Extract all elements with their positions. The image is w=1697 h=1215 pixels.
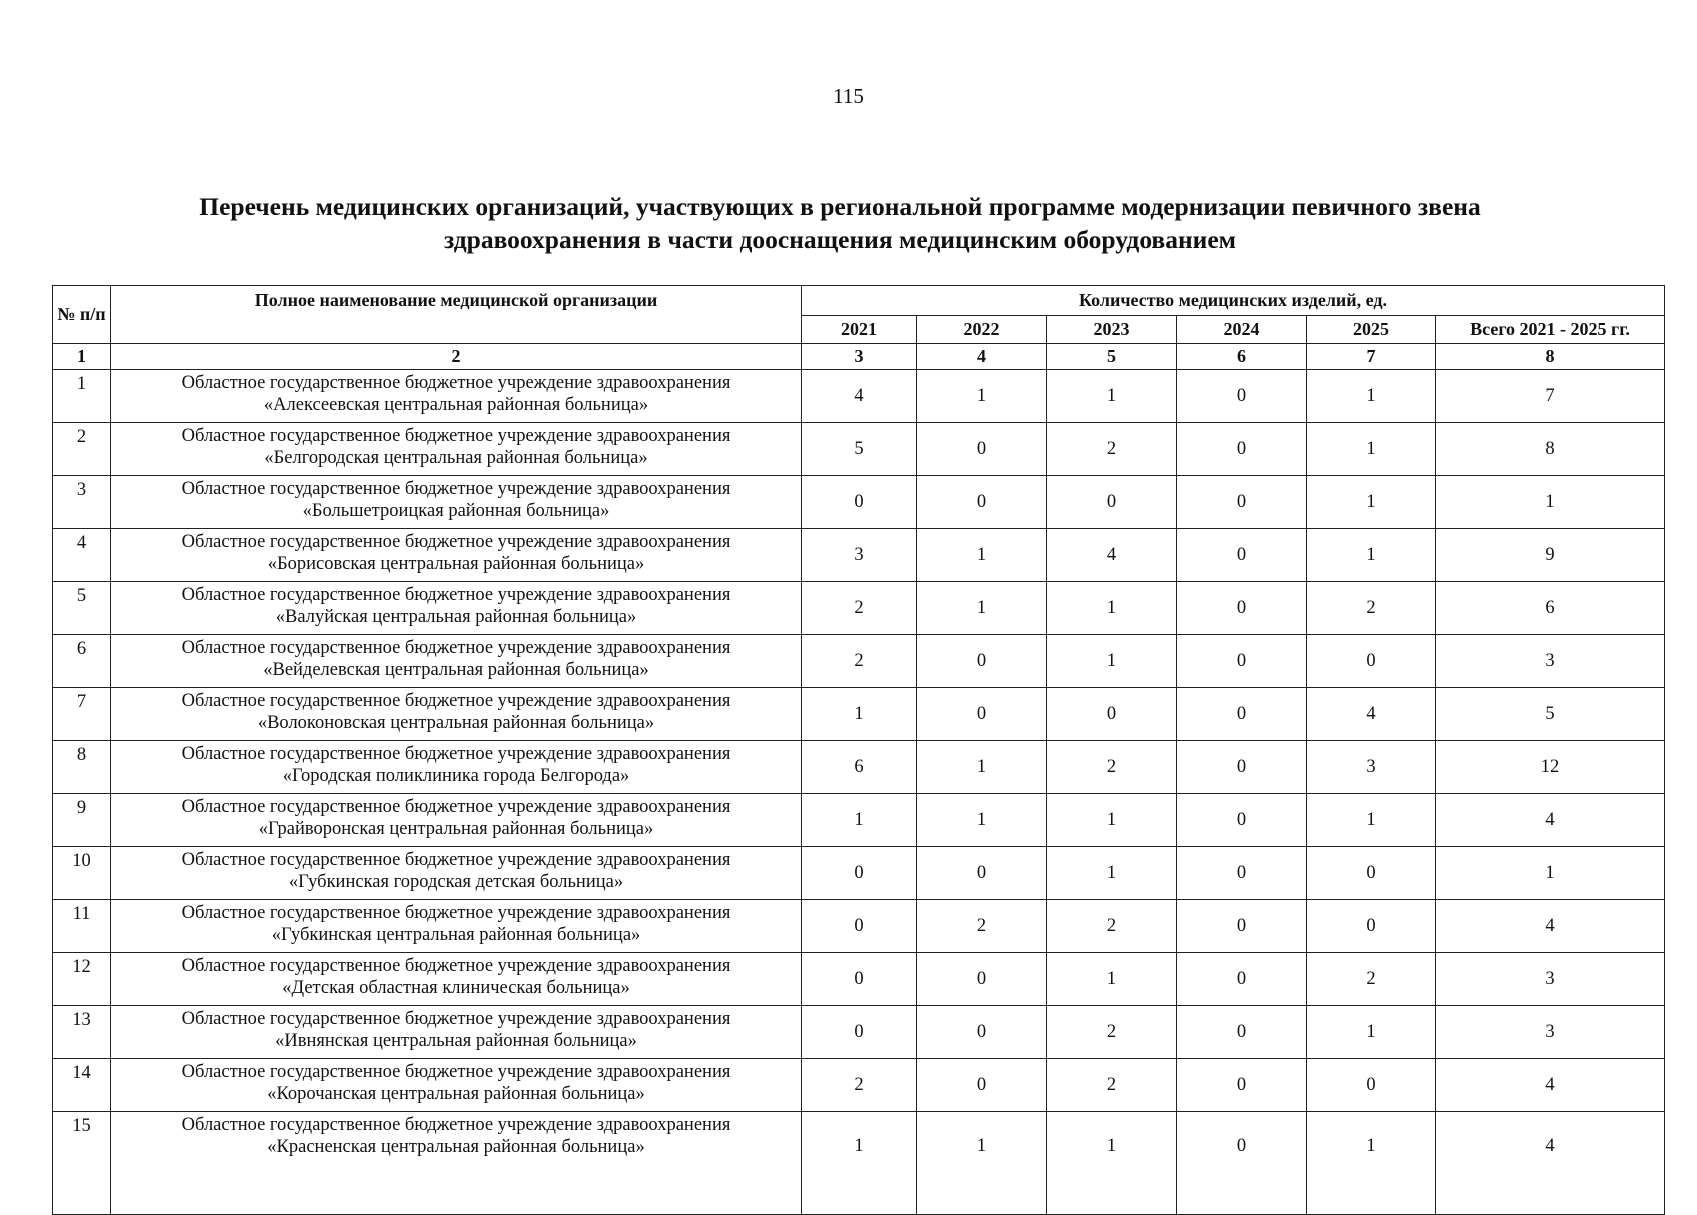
table-row: [53, 1059, 1665, 1112]
row-number: 4: [53, 529, 111, 582]
year-value: 2: [1047, 1059, 1177, 1112]
year-value: 0: [1177, 900, 1307, 953]
year-value: 1: [1047, 582, 1177, 635]
year-value: 2: [1047, 1006, 1177, 1059]
year-value: 1: [917, 582, 1047, 635]
total-value: 3: [1436, 953, 1665, 1006]
year-value: 0: [1307, 635, 1436, 688]
organization-name-title: «Ивнянская центральная районная больница»: [275, 1031, 637, 1051]
year-value: 1: [1047, 1112, 1177, 1215]
table-row: [53, 635, 1665, 688]
year-value: 2: [802, 582, 917, 635]
row-number: 10: [53, 847, 111, 900]
year-value: 0: [802, 953, 917, 1006]
row-number: 7: [53, 688, 111, 741]
header-year: 2022: [917, 316, 1047, 344]
organization-name: [111, 741, 802, 794]
organization-name: [111, 476, 802, 529]
organizations-table: [52, 285, 1665, 1215]
year-value: 0: [802, 1006, 917, 1059]
year-value: 0: [917, 688, 1047, 741]
total-value: 4: [1436, 794, 1665, 847]
year-value: 1: [1047, 847, 1177, 900]
organization-name-type: Областное государственное бюджетное учреждение здравоохранения: [181, 1009, 731, 1029]
column-number: 2: [111, 344, 802, 370]
organization-name: [111, 635, 802, 688]
row-number: 2: [53, 423, 111, 476]
year-value: 1: [1307, 1112, 1436, 1215]
total-value: 1: [1436, 476, 1665, 529]
total-value: 4: [1436, 1059, 1665, 1112]
year-value: 0: [917, 847, 1047, 900]
year-value: 0: [1177, 423, 1307, 476]
year-value: 5: [802, 423, 917, 476]
year-value: 2: [1047, 423, 1177, 476]
year-value: 4: [802, 370, 917, 423]
organization-name-title: «Губкинская городская детская больница»: [288, 872, 624, 892]
header-organization-name: Полное наименование медицинской организации: [111, 286, 802, 344]
organization-name: [111, 688, 802, 741]
title-line-1: Перечень медицинских организаций, участвующих в региональной программе модернизации певичного звена: [199, 192, 1481, 221]
table-row: [53, 370, 1665, 423]
year-value: 0: [1177, 741, 1307, 794]
year-value: 0: [1177, 847, 1307, 900]
row-number: 13: [53, 1006, 111, 1059]
year-value: 1: [1307, 794, 1436, 847]
year-value: 1: [917, 1112, 1047, 1215]
table-row: [53, 847, 1665, 900]
header-total: Всего 2021 - 2025 гг.: [1436, 316, 1665, 344]
year-value: 2: [917, 900, 1047, 953]
year-value: 2: [802, 635, 917, 688]
row-number: 1: [53, 370, 111, 423]
table-row: [53, 529, 1665, 582]
year-value: 2: [1307, 582, 1436, 635]
organization-name-type: Областное государственное бюджетное учреждение здравоохранения: [181, 850, 731, 870]
year-value: 1: [917, 794, 1047, 847]
organization-name: [111, 900, 802, 953]
total-value: 3: [1436, 1006, 1665, 1059]
organization-name-title: «Алексеевская центральная районная больница»: [263, 395, 649, 415]
year-value: 0: [1177, 635, 1307, 688]
year-value: 2: [1307, 953, 1436, 1006]
table-row: [53, 1006, 1665, 1059]
year-value: 1: [917, 370, 1047, 423]
row-number: 14: [53, 1059, 111, 1112]
year-value: 0: [917, 423, 1047, 476]
row-number: 5: [53, 582, 111, 635]
total-value: 9: [1436, 529, 1665, 582]
year-value: 0: [1177, 370, 1307, 423]
year-value: 1: [1047, 370, 1177, 423]
year-value: 1: [802, 1112, 917, 1215]
year-value: 0: [1307, 847, 1436, 900]
year-value: 1: [1047, 794, 1177, 847]
year-value: 0: [1177, 1059, 1307, 1112]
organization-name: [111, 1006, 802, 1059]
organization-name-type: Областное государственное бюджетное учреждение здравоохранения: [181, 479, 731, 499]
row-number: 3: [53, 476, 111, 529]
total-value: 1: [1436, 847, 1665, 900]
year-value: 6: [802, 741, 917, 794]
organization-name-title: «Корочанская центральная районная больница»: [267, 1084, 645, 1104]
organization-name: [111, 1112, 802, 1215]
year-value: 1: [1307, 476, 1436, 529]
year-value: 0: [1307, 1059, 1436, 1112]
year-value: 3: [1307, 741, 1436, 794]
organization-name-title: «Волоконовская центральная районная больница»: [257, 713, 655, 733]
year-value: 0: [1177, 529, 1307, 582]
year-value: 1: [802, 688, 917, 741]
year-value: 0: [1047, 688, 1177, 741]
organization-name-title: «Красненская центральная районная больница»: [267, 1137, 645, 1157]
header-quantity: Количество медицинских изделий, ед.: [802, 286, 1665, 316]
column-number: 5: [1047, 344, 1177, 370]
row-number: 6: [53, 635, 111, 688]
organization-name-type: Областное государственное бюджетное учреждение здравоохранения: [181, 1062, 731, 1082]
column-number: 7: [1307, 344, 1436, 370]
organization-name: [111, 529, 802, 582]
year-value: 1: [1047, 953, 1177, 1006]
year-value: 0: [1177, 953, 1307, 1006]
row-number: 12: [53, 953, 111, 1006]
year-value: 1: [1047, 635, 1177, 688]
year-value: 1: [802, 794, 917, 847]
total-value: 7: [1436, 370, 1665, 423]
organization-name: [111, 953, 802, 1006]
organization-name-type: Областное государственное бюджетное учреждение здравоохранения: [181, 532, 731, 552]
row-number: 11: [53, 900, 111, 953]
year-value: 2: [1047, 900, 1177, 953]
organization-name-type: Областное государственное бюджетное учреждение здравоохранения: [181, 373, 731, 393]
row-number: 9: [53, 794, 111, 847]
year-value: 3: [802, 529, 917, 582]
total-value: 3: [1436, 635, 1665, 688]
total-value: 5: [1436, 688, 1665, 741]
organization-name-title: «Белгородская центральная районная больница»: [264, 448, 648, 468]
header-year: 2021: [802, 316, 917, 344]
year-value: 0: [1177, 1006, 1307, 1059]
organization-name: [111, 794, 802, 847]
table-row: [53, 1112, 1665, 1215]
header-number: № п/п: [53, 286, 111, 344]
year-value: 0: [917, 635, 1047, 688]
organization-name: [111, 582, 802, 635]
column-number: 8: [1436, 344, 1665, 370]
organization-name-type: Областное государственное бюджетное учреждение здравоохранения: [181, 691, 731, 711]
organization-name-type: Областное государственное бюджетное учреждение здравоохранения: [181, 1115, 731, 1135]
column-number: 1: [53, 344, 111, 370]
table-row: [53, 688, 1665, 741]
year-value: 0: [917, 953, 1047, 1006]
year-value: 0: [802, 900, 917, 953]
organization-name-title: «Городская поликлиника города Белгорода»: [282, 766, 630, 786]
table-row: [53, 582, 1665, 635]
total-value: 4: [1436, 1112, 1665, 1215]
row-number: 8: [53, 741, 111, 794]
organization-name-title: «Большетроицкая районная больница»: [302, 501, 610, 521]
organization-name-title: «Вейделевская центральная районная больница»: [263, 660, 649, 680]
page-number: 115: [833, 84, 864, 108]
year-value: 1: [917, 741, 1047, 794]
table-row: [53, 741, 1665, 794]
row-number: 15: [53, 1112, 111, 1215]
year-value: 1: [1307, 423, 1436, 476]
year-value: 0: [1047, 476, 1177, 529]
total-value: 6: [1436, 582, 1665, 635]
total-value: 4: [1436, 900, 1665, 953]
header-year: 2023: [1047, 316, 1177, 344]
organization-name-title: «Губкинская центральная районная больница»: [271, 925, 641, 945]
organization-name: [111, 423, 802, 476]
organization-name: [111, 370, 802, 423]
column-number: 6: [1177, 344, 1307, 370]
table-row: [53, 953, 1665, 1006]
title-line-2: здравоохранения в части дооснащения медицинским оборудованием: [443, 225, 1237, 254]
column-number: 4: [917, 344, 1047, 370]
year-value: 0: [1177, 794, 1307, 847]
year-value: 0: [802, 847, 917, 900]
table-row: [53, 476, 1665, 529]
table-row: [53, 423, 1665, 476]
organization-name-type: Областное государственное бюджетное учреждение здравоохранения: [181, 638, 731, 658]
year-value: 0: [917, 476, 1047, 529]
organization-name-type: Областное государственное бюджетное учреждение здравоохранения: [181, 797, 731, 817]
header-year: 2024: [1177, 316, 1307, 344]
year-value: 1: [1307, 529, 1436, 582]
table-row: [53, 900, 1665, 953]
total-value: 12: [1436, 741, 1665, 794]
organization-name: [111, 847, 802, 900]
year-value: 4: [1307, 688, 1436, 741]
year-value: 1: [1307, 1006, 1436, 1059]
year-value: 1: [1307, 370, 1436, 423]
year-value: 0: [1177, 582, 1307, 635]
organization-name-type: Областное государственное бюджетное учреждение здравоохранения: [181, 426, 731, 446]
year-value: 2: [802, 1059, 917, 1112]
year-value: 0: [1177, 476, 1307, 529]
table-row: [53, 794, 1665, 847]
organization-name-title: «Борисовская центральная районная больница»: [267, 554, 645, 574]
year-value: 1: [917, 529, 1047, 582]
year-value: 2: [1047, 741, 1177, 794]
organization-name-title: «Валуйская центральная районная больница»: [275, 607, 637, 627]
organization-name-type: Областное государственное бюджетное учреждение здравоохранения: [181, 585, 731, 605]
year-value: 0: [1307, 900, 1436, 953]
table-body: [53, 370, 1665, 1215]
header-year: 2025: [1307, 316, 1436, 344]
total-value: 8: [1436, 423, 1665, 476]
organization-name-type: Областное государственное бюджетное учреждение здравоохранения: [181, 744, 731, 764]
organization-name: [111, 1059, 802, 1112]
year-value: 4: [1047, 529, 1177, 582]
column-number: 3: [802, 344, 917, 370]
year-value: 0: [1177, 1112, 1307, 1215]
organization-name-type: Областное государственное бюджетное учреждение здравоохранения: [181, 903, 731, 923]
document-title: [60, 190, 1620, 256]
year-value: 0: [917, 1006, 1047, 1059]
year-value: 0: [1177, 688, 1307, 741]
organization-name-title: «Детская областная клиническая больница»: [282, 978, 630, 998]
year-value: 0: [917, 1059, 1047, 1112]
organization-name-title: «Грайворонская центральная районная больница»: [258, 819, 654, 839]
year-value: 0: [802, 476, 917, 529]
organization-name-type: Областное государственное бюджетное учреждение здравоохранения: [181, 956, 731, 976]
